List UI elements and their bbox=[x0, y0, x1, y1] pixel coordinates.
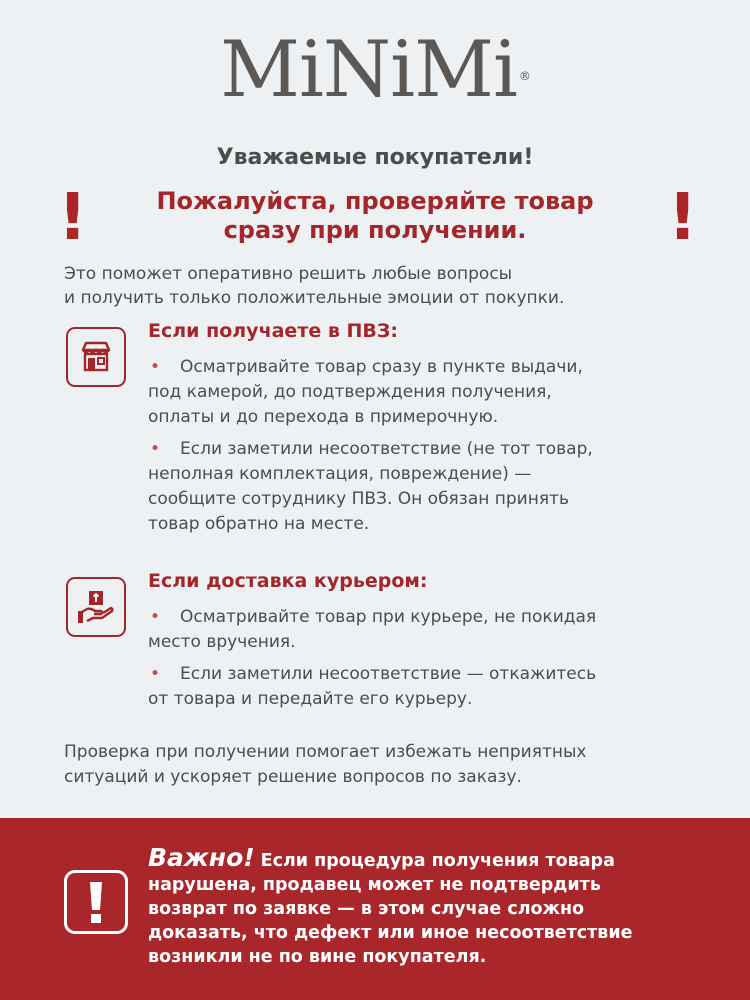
banner-line: доказать, что дефект или иное несоответствие bbox=[148, 923, 633, 943]
outro-line2: ситуаций и ускоряет решение вопросов по заказу. bbox=[64, 767, 522, 787]
pickup-bullet-2 bbox=[148, 437, 708, 537]
greeting: Уважаемые покупатели! bbox=[216, 145, 534, 170]
exclamation-icon bbox=[64, 870, 128, 934]
important-label: Важно! bbox=[148, 843, 255, 872]
courier-bullet-1 bbox=[148, 605, 708, 655]
bullet-line: Осматривайте товар сразу в пункте выдачи, bbox=[180, 357, 583, 377]
bullet-line: Если заметили несоответствие — откажитесь bbox=[180, 664, 597, 684]
banner-line: возникли не по вине покупателя. bbox=[148, 947, 487, 967]
courier-bullet-2 bbox=[148, 662, 708, 712]
brand-logo bbox=[0, 25, 750, 115]
banner-text bbox=[148, 843, 728, 969]
bullet-line: оплаты и до перехода в примерочную. bbox=[148, 407, 499, 427]
bullet-dot: • bbox=[150, 357, 161, 377]
bullet-line: неполная комплектация, повреждение) — bbox=[148, 464, 532, 484]
headline-line1: Пожалуйста, проверяйте товар bbox=[156, 187, 594, 215]
bullet-line: место вручения. bbox=[148, 632, 296, 652]
banner-line: нарушена, продавец может не подтвердить bbox=[148, 875, 601, 895]
courier-title: Если доставка курьером: bbox=[148, 570, 428, 592]
intro-line2: и получить только положительные эмоции от покупки. bbox=[64, 288, 565, 308]
headline bbox=[100, 187, 650, 245]
bullet-line: товар обратно на месте. bbox=[148, 514, 370, 534]
storefront-icon bbox=[66, 327, 126, 387]
pickup-title: Если получаете в ПВЗ: bbox=[148, 320, 398, 342]
banner-line: Если процедура получения товара bbox=[260, 851, 615, 871]
headline-line2: сразу при получении. bbox=[223, 216, 527, 244]
outro-text bbox=[64, 740, 704, 790]
pickup-bullet-1 bbox=[148, 355, 708, 430]
bullet-dot: • bbox=[150, 607, 161, 627]
bullet-line: сообщите сотруднику ПВЗ. Он обязан принять bbox=[148, 489, 569, 509]
outro-line1: Проверка при получении помогает избежать неприятных bbox=[64, 742, 587, 762]
exclamation-right-icon: ! bbox=[668, 181, 698, 255]
important-banner bbox=[0, 818, 750, 1000]
exclamation-left-icon: ! bbox=[58, 181, 88, 255]
intro-text bbox=[64, 262, 704, 310]
intro-line1: Это поможет оперативно решить любые вопросы bbox=[64, 264, 513, 284]
bullet-line: под камерой, до подтверждения получения, bbox=[148, 382, 552, 402]
hand-with-box-icon bbox=[66, 577, 126, 637]
bullet-line: Если заметили несоответствие (не тот товар, bbox=[180, 439, 593, 459]
bullet-dot: • bbox=[150, 664, 161, 684]
bullet-line: Осматривайте товар при курьере, не покидая bbox=[180, 607, 597, 627]
bullet-line: от товара и передайте его курьеру. bbox=[148, 689, 473, 709]
bullet-dot: • bbox=[150, 439, 161, 459]
banner-line: возврат по заявке — в этом случае сложно bbox=[148, 899, 585, 919]
logo-text: MiNiMi bbox=[220, 25, 517, 115]
registered-mark: ® bbox=[518, 69, 530, 83]
